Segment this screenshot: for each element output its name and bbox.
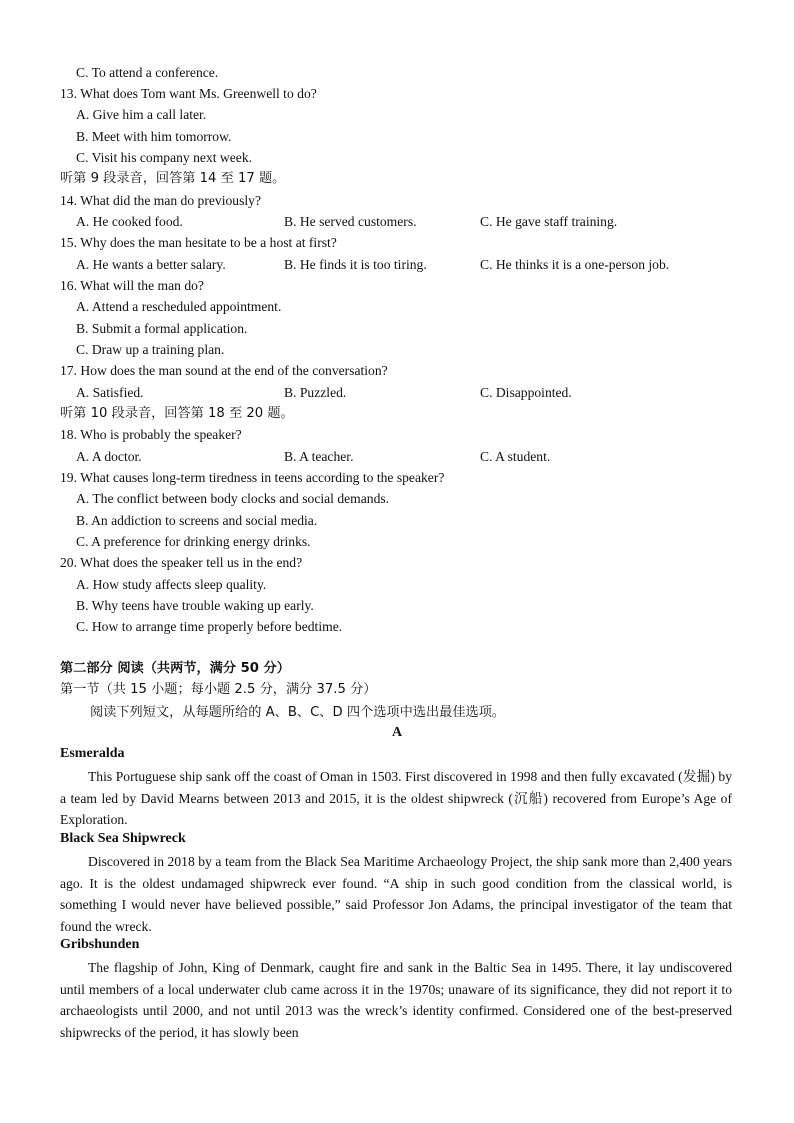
- q13-option-c: C. Visit his company next week.: [76, 150, 253, 165]
- q16-stem: 16. What will the man do?: [60, 278, 204, 293]
- section-10-instruction: 听第 10 段录音，回答第 18 至 20 题。: [60, 406, 294, 421]
- q15-option-b: B. He finds it is too tiring.: [284, 257, 427, 272]
- section-9-instruction: 听第 9 段录音，回答第 14 至 17 题。: [60, 171, 286, 186]
- q15-stem: 15. Why does the man hesitate to be a host at first?: [60, 235, 337, 250]
- q16-option-a: A. Attend a rescheduled appointment.: [76, 299, 282, 314]
- q14-stem: 14. What did the man do previously?: [60, 193, 261, 208]
- q17-option-a: A. Satisfied.: [76, 385, 144, 400]
- q12-option-c: C. To attend a conference.: [76, 65, 219, 80]
- passage-label: A: [391, 725, 403, 740]
- q20-stem: 20. What does the speaker tell us in the end?: [60, 555, 303, 570]
- q19-option-a: A. The conflict between body clocks and social demands.: [76, 491, 390, 506]
- q13-option-b: B. Meet with him tomorrow.: [76, 129, 232, 144]
- q17-stem: 17. How does the man sound at the end of the conversation?: [60, 363, 388, 378]
- q20-option-c: C. How to arrange time properly before bedtime.: [76, 619, 343, 634]
- q13-option-a: A. Give him a call later.: [76, 107, 207, 122]
- q19-option-c: C. A preference for drinking energy drinks.: [76, 534, 311, 549]
- q18-stem: 18. Who is probably the speaker?: [60, 427, 242, 442]
- part-two-title: 第二部分 阅读（共两节，满分 50 分）: [60, 661, 290, 676]
- q14-option-b: B. He served customers.: [284, 214, 417, 229]
- section-one-title: 第一节（共 15 小题；每小题 2.5 分，满分 37.5 分）: [60, 682, 377, 697]
- paragraph-black-sea-shipwreck: Discovered in 2018 by a team from the Black Sea Maritime Archaeology Project, the ship sank more than 2,400 years ago. It is the oldest undamaged shipwreck ever found. “A ship in such good condition from the classical world, is something I would never have believed possible,” said Professor Jon Adams, the principal investigator of the team that found the wreck.: [60, 854, 732, 934]
- heading-black-sea-shipwreck: Black Sea Shipwreck: [60, 831, 186, 846]
- paragraph-gribshunden: The flagship of John, King of Denmark, caught fire and sank in the Baltic Sea in 1495. There, it lay undiscovered until members of a local underwater club came across it in the 1970s; unaware of its significance, they did not report it to archaeologists until 2000, and not until 2013 was the wreck’s identity confirmed. Considered one of the best-preserved shipwrecks of the period, it has slowly been: [60, 960, 732, 1040]
- q17-option-b: B. Puzzled.: [284, 385, 347, 400]
- q18-option-a: A. A doctor.: [76, 449, 142, 464]
- q19-option-b: B. An addiction to screens and social media.: [76, 513, 318, 528]
- q15-option-c: C. He thinks it is a one-person job.: [480, 257, 670, 272]
- q13-stem: 13. What does Tom want Ms. Greenwell to do?: [60, 86, 317, 101]
- q19-stem: 19. What causes long-term tiredness in teens according to the speaker?: [60, 470, 445, 485]
- q17-option-c: C. Disappointed.: [480, 385, 572, 400]
- heading-esmeralda: Esmeralda: [60, 746, 125, 761]
- q14-option-c: C. He gave staff training.: [480, 214, 618, 229]
- q18-option-c: C. A student.: [480, 449, 551, 464]
- q16-option-b: B. Submit a formal application.: [76, 321, 248, 336]
- q18-option-b: B. A teacher.: [284, 449, 354, 464]
- q16-option-c: C. Draw up a training plan.: [76, 342, 225, 357]
- q20-option-b: B. Why teens have trouble waking up early.: [76, 598, 314, 613]
- heading-gribshunden: Gribshunden: [60, 937, 140, 952]
- paragraph-esmeralda: This Portuguese ship sank off the coast of Oman in 1503. First discovered in 1998 and then fully excavated (发掘) by a team led by David Mearns between 2013 and 2015, it is the oldest shipwreck (沉船) recovered from Europe’s Age of Exploration.: [60, 769, 732, 827]
- q14-option-a: A. He cooked food.: [76, 214, 183, 229]
- q20-option-a: A. How study affects sleep quality.: [76, 577, 267, 592]
- reading-instruction: 阅读下列短文，从每题所给的 A、B、C、D 四个选项中选出最佳选项。: [90, 705, 506, 720]
- q15-option-a: A. He wants a better salary.: [76, 257, 226, 272]
